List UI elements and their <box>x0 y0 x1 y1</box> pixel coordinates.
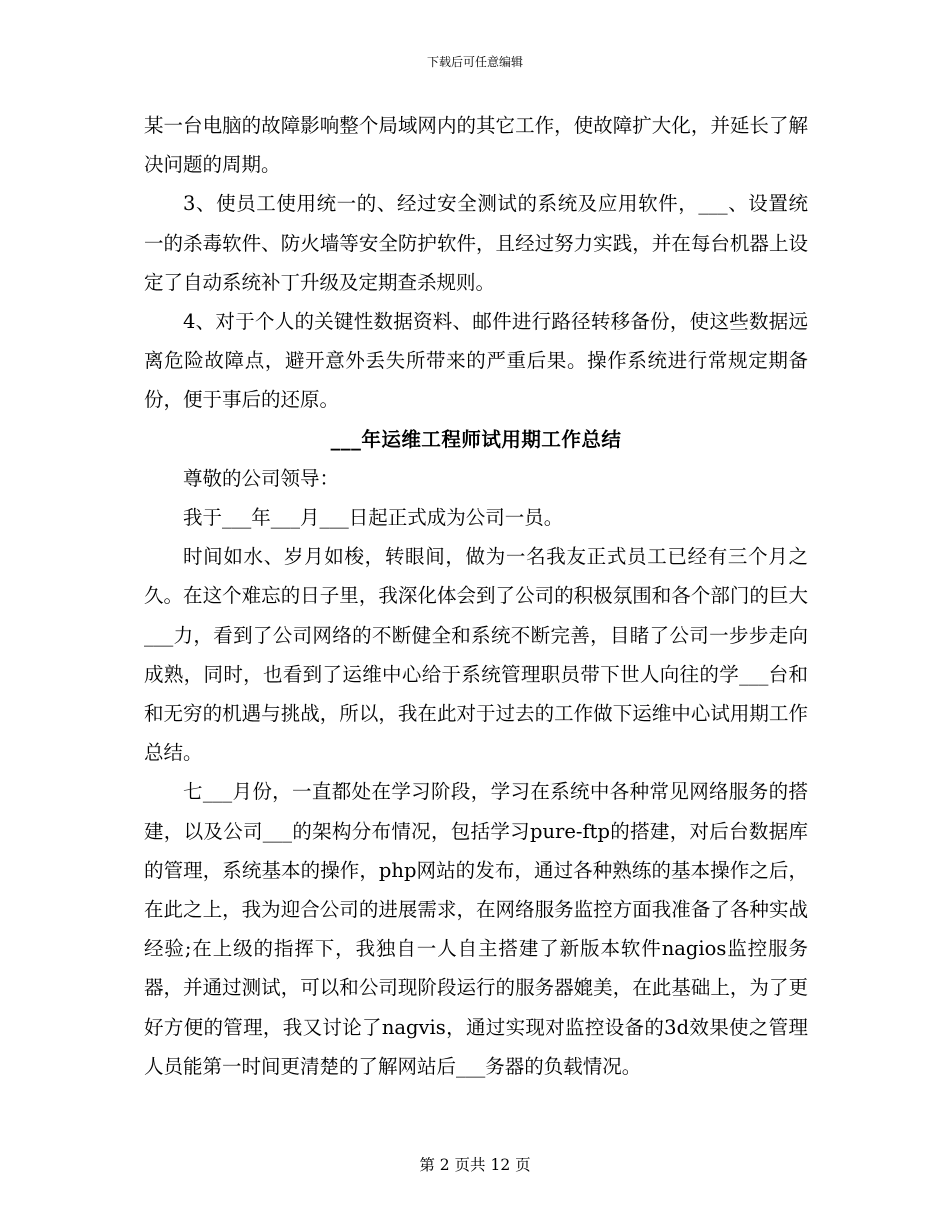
page-number: 第 2 页共 12 页 <box>419 1156 531 1174</box>
section-title: ___年运维工程师试用期工作总结 <box>330 427 622 451</box>
paragraph-item-4: 4、对于个人的关键性数据资料、邮件进行路径转移备份，使这些数据远离危险故障点，避开意外丢失所带来的严重后果。操作系统进行常规定期备份，便于事后的还原。 <box>144 310 808 412</box>
paragraph-intro: 时间如水、岁月如梭，转眼间，做为一名我友正式员工已经有三个月之久。在这个难忘的日子里，我深化体会到了公司的积极氛围和各个部门的巨大___力，看到了公司网络的不断健全和系统不断完善，目睹了公司一步步走向成熟，同时，也看到了运维中心给于系统管理职员带下世人向往的学___台和和无穷的机遇与挑战，所以，我在此对于过去的工作做下运维中心试用期工作总结。 <box>144 545 808 765</box>
paragraph-item-3: 3、使员工使用统一的、经过安全测试的系统及应用软件，___、设置统一的杀毒软件、防火墙等安全防护软件，且经过努力实践，并在每台机器上设定了自动系统补丁升级及定期查杀规则。 <box>144 192 808 294</box>
paragraph-continued: 某一台电脑的故障影响整个局域网内的其它工作，使故障扩大化，并延长了解决问题的周期。 <box>144 114 808 177</box>
salutation: 尊敬的公司领导： <box>183 466 340 490</box>
paragraph-start-date: 我于___年___月___日起正式成为公司一员。 <box>183 506 564 530</box>
page-header-note: 下载后可任意编辑 <box>426 55 523 69</box>
document-body <box>144 106 808 1086</box>
paragraph-work-details: 七___月份，一直都处在学习阶段，学习在系统中各种常见网络服务的搭建，以及公司___的架构分布情况，包括学习pure-ftp的搭建，对后台数据库的管理，系统基本的操作，php网站的发布，通过各种熟练的基本操作之后，在此之上，我为迎合公司的进展需求，在网络服务监控方面我准备了各种实战经验;在上级的指挥下，我独自一人自主搭建了新版本软件nagios监控服务器，并通过测试，可以和公司现阶段运行的服务器媲美，在此基础上，为了更好方便的管理，我又讨论了nagvis，通过实现对监控设备的3d效果使之管理人员能第一时间更清楚的了解网站后___务器的负载情况。 <box>144 780 808 1078</box>
